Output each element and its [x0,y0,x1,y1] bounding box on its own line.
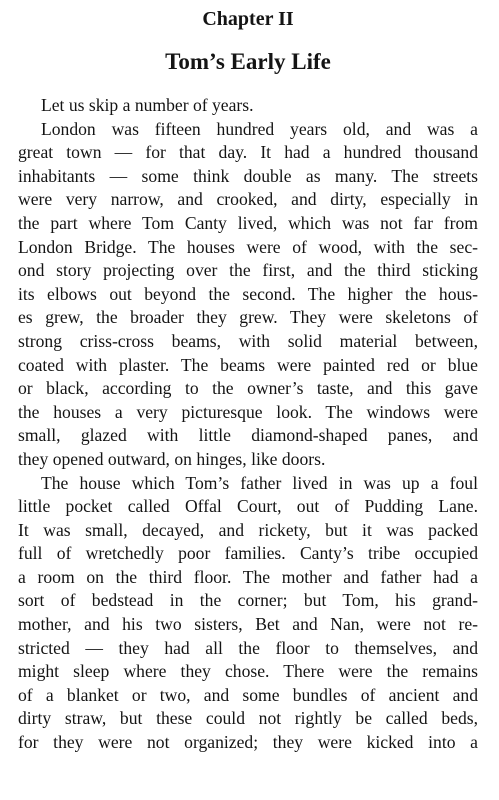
paragraph-2 [18,118,478,472]
paragraph-3 [18,472,478,755]
text-line: It was small, decayed, and rickety, but it was packed [18,519,478,540]
text-line: for they were not organized; they were kicked into a [18,732,478,753]
paragraph-1 [18,94,478,118]
text-line: Let us skip a number of years. [41,95,254,115]
text-line: of a blanket or two, and some bundles of ancient and [18,684,478,705]
text-line: mother, and his two sisters, Bet and Nan, were not re- [18,614,478,635]
text-line: full of wretchedly poor families. Canty’s tribe occupied [18,543,478,564]
text-line: great town — for that day. It had a hundred thousand [18,142,478,163]
text-line: the part where Tom Canty lived, which was not far from [18,212,478,233]
text-line: might sleep where they chose. There were the remains [18,661,478,682]
text-line: sort of bedstead in the corner; but Tom, his grand- [18,590,478,611]
chapter-label: Chapter II [202,8,294,30]
text-line: or black, according to the owner’s taste, and this gave [18,378,478,399]
text-line: its elbows out beyond the second. The higher the hous- [18,283,478,304]
text-line: stricted — they had all the floor to themselves, and [18,637,478,658]
text-line: The house which Tom’s father lived in was up a foul [41,472,478,493]
text-line: were very narrow, and crooked, and dirty, especially in [18,189,478,210]
text-line: small, glazed with little diamond-shaped panes, and [18,425,478,446]
text-line: the houses a very picturesque look. The windows were [18,401,478,422]
text-line: they opened outward, on hinges, like doors. [18,448,326,469]
text-line: ond story projecting over the first, and the third sticking [18,260,478,281]
text-line: a room on the third floor. The mother and father had a [18,566,478,587]
text-line: coated with plaster. The beams were painted red or blue [18,354,478,375]
text-line: strong criss-cross beams, with solid material between, [18,330,478,351]
text-line: dirty straw, but these could not rightly be called beds, [18,708,478,729]
text-line: little pocket called Offal Court, out of Pudding Lane. [18,496,478,517]
text-line: London Bridge. The houses were of wood, with the sec- [18,236,478,257]
text-line: inhabitants — some think double as many. The streets [18,165,478,186]
text-line: London was fifteen hundred years old, and was a [41,118,478,139]
text-line: es grew, the broader they grew. They were skeletons of [18,307,478,328]
chapter-title: Tom’s Early Life [165,49,331,74]
